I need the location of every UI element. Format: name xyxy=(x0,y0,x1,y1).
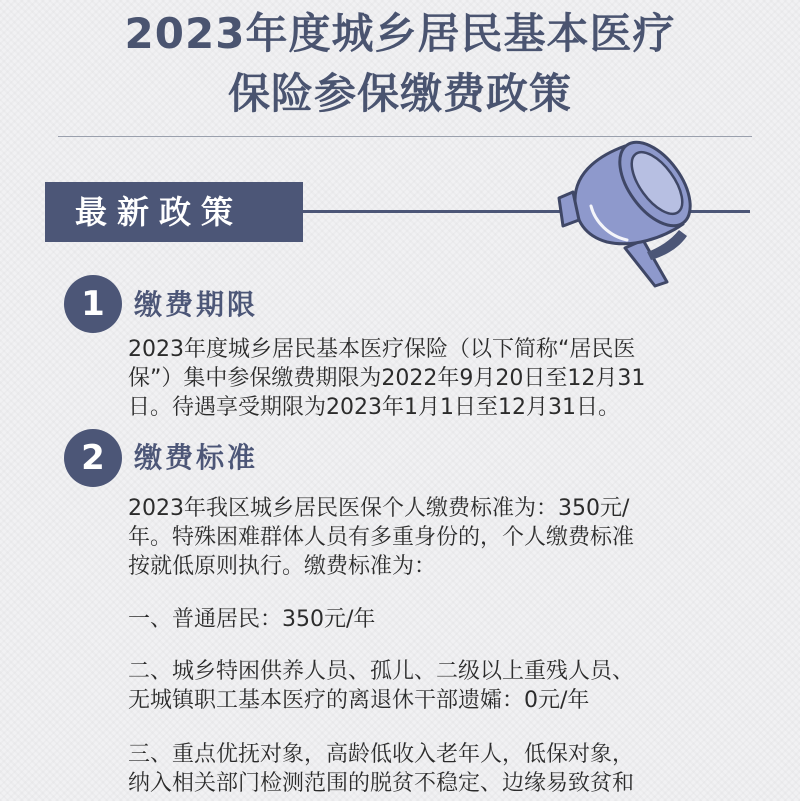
fee-item-line: 二、城乡特困供养人员、孤儿、二级以上重残人员、 xyxy=(128,659,635,684)
section-banner: 最新政策 xyxy=(45,182,303,242)
paragraph-line: 年。特殊困难群体人员有多重身份的，个人缴费标准 xyxy=(128,525,635,550)
paragraph-line: 日。待遇享受期限为2023年1月1日至12月31日。 xyxy=(128,395,620,420)
fee-item-line: 无城镇职工基本医疗的离退休干部遗孀：0元/年 xyxy=(128,688,590,713)
section-2-paragraph xyxy=(128,494,728,581)
fee-item-1 xyxy=(128,605,728,634)
fee-item-line: 一、普通居民：350元/年 xyxy=(128,607,376,632)
page-title-line-2: 保险参保缴费政策 xyxy=(227,69,572,118)
paragraph-line: 2023年我区城乡居民医保个人缴费标准为：350元/ xyxy=(128,496,630,521)
paragraph-line: 保”）集中参保缴费期限为2022年9月20日至12月31 xyxy=(128,366,646,391)
paragraph-line: 按就低原则执行。缴费标准为： xyxy=(128,554,437,579)
section-2-number: 2 xyxy=(64,429,122,487)
title-divider xyxy=(58,136,752,137)
fee-item-line: 三、重点优抚对象，高龄低收入老年人，低保对象， xyxy=(128,742,635,767)
paragraph-line: 2023年度城乡居民基本医疗保险（以下简称“居民医 xyxy=(128,337,636,362)
section-1-heading: 缴费期限 xyxy=(134,288,259,321)
fee-item-line: 纳入相关部门检测范围的脱贫不稳定、边缘易致贫和 xyxy=(128,771,635,796)
megaphone-icon xyxy=(555,140,755,290)
section-2-heading: 缴费标准 xyxy=(134,441,259,474)
page-title-line-1: 2023年度城乡居民基本医疗 xyxy=(124,9,676,58)
section-1-number: 1 xyxy=(64,275,122,333)
fee-item-2 xyxy=(128,657,728,715)
section-1-paragraph xyxy=(128,335,728,422)
fee-item-3 xyxy=(128,740,728,798)
